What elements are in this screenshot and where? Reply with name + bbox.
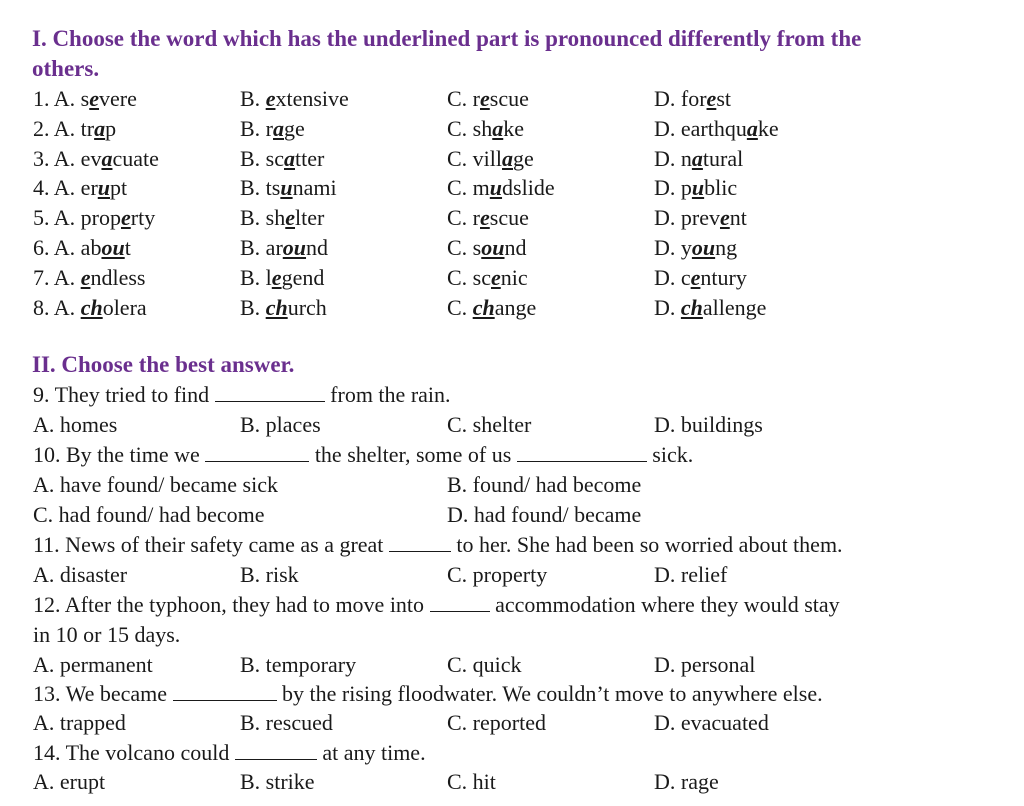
underlined-part: ou [691, 235, 716, 260]
option-text-after: ndless [90, 264, 146, 290]
underlined-part: e [271, 264, 282, 290]
question-13 [0, 679, 1024, 709]
option-text-after: nic [500, 264, 528, 290]
option-d[interactable]: D. rage [654, 769, 719, 794]
option-text-before: C. m [447, 175, 490, 201]
option-d[interactable]: D. had found/ became [447, 502, 642, 527]
option-text-before: D. p [654, 175, 692, 201]
option-text-before: 1. A. s [33, 86, 90, 111]
option-text-before: C. vill [447, 145, 503, 171]
option-c[interactable]: C. hit [447, 769, 496, 794]
question-14-text-b: at any time. [316, 740, 426, 765]
option-text-after: ke [503, 115, 525, 141]
option-d[interactable] [654, 173, 737, 203]
option-text-after: tter [295, 145, 325, 171]
option-text-before: C. sh [447, 115, 493, 141]
underlined-part: e [265, 86, 276, 111]
pronunciation-row [0, 84, 1024, 114]
option-a[interactable] [33, 144, 159, 174]
option-b[interactable]: B. temporary [240, 652, 357, 677]
option-text-before: C. [447, 294, 473, 320]
section-1-title-line-2: others. [32, 56, 100, 81]
option-a[interactable] [33, 173, 127, 203]
question-10-text-c: sick. [646, 442, 694, 467]
option-a[interactable]: A. disaster [33, 562, 128, 587]
option-text-after: allenge [702, 294, 767, 320]
question-12-line-2 [0, 620, 1024, 650]
option-text-after: nd [504, 235, 527, 260]
underlined-part: u [280, 175, 293, 201]
question-13-options [0, 708, 1024, 738]
option-text-after: ange [494, 294, 537, 320]
option-a[interactable] [33, 84, 137, 114]
option-c[interactable] [447, 173, 555, 203]
option-c[interactable] [447, 233, 527, 263]
option-text-before: D. for [654, 86, 707, 111]
underlined-part: a [94, 115, 106, 141]
option-text-after: blic [704, 175, 738, 201]
option-a[interactable] [33, 203, 155, 233]
option-text-before: 3. A. ev [33, 145, 102, 171]
question-10-text-a: 10. By the time we [33, 442, 206, 467]
underlined-part: e [285, 205, 296, 231]
underlined-part: a [502, 145, 514, 171]
option-a[interactable]: A. erupt [33, 769, 106, 794]
option-b[interactable] [240, 173, 337, 203]
option-d[interactable] [654, 114, 779, 144]
question-14-text-a: 14. The volcano could [33, 740, 235, 765]
option-text-after: st [716, 86, 731, 111]
option-text-after: pt [110, 175, 128, 201]
underlined-part: ou [481, 235, 505, 260]
option-text-after: vere [99, 86, 137, 111]
option-text-after: p [105, 115, 117, 141]
option-c[interactable]: C. quick [447, 652, 522, 677]
option-b[interactable] [240, 84, 349, 114]
underlined-part: a [101, 145, 113, 171]
pronunciation-row [0, 203, 1024, 233]
option-text-before: D. y [654, 235, 692, 260]
option-d[interactable] [654, 293, 766, 323]
option-text-after: nt [729, 205, 747, 231]
option-a[interactable] [33, 293, 147, 323]
section-1-title-line-1: I. Choose the word which has the underlined part is pronounced differently from the [32, 26, 862, 51]
question-13-text-b: by the rising floodwater. We couldn’t move to anywhere else. [276, 681, 823, 706]
option-text-before: 5. A. prop [33, 205, 121, 231]
underlined-part: a [273, 115, 284, 141]
question-10 [0, 440, 1024, 470]
option-b[interactable]: B. found/ had become [447, 472, 642, 497]
underlined-part: e [80, 264, 91, 290]
underlined-part: ou [101, 235, 125, 260]
underlined-part: e [121, 205, 131, 231]
option-text-after: ge [284, 115, 305, 141]
section-2-title: II. Choose the best answer. [32, 352, 295, 377]
underlined-part: e [480, 205, 490, 231]
option-text-after: lter [295, 205, 325, 231]
option-c[interactable] [447, 144, 534, 174]
option-text-before: B. l [240, 264, 272, 290]
question-9-options [0, 410, 1024, 440]
option-text-before: C. r [447, 86, 480, 111]
option-a[interactable] [33, 114, 116, 144]
option-c[interactable] [447, 84, 529, 114]
answer-blank[interactable] [205, 443, 309, 462]
underlined-part: ch [80, 294, 103, 320]
underlined-part: e [719, 205, 730, 231]
question-13-text-a: 13. We became [33, 681, 173, 706]
option-b[interactable]: B. rescued [240, 710, 333, 735]
option-text-after: gend [281, 264, 325, 290]
option-c[interactable]: C. property [447, 562, 548, 587]
option-text-after: scue [489, 86, 529, 111]
question-14-options [0, 767, 1024, 797]
option-b[interactable] [240, 263, 324, 293]
underlined-part: a [492, 115, 504, 141]
option-text-before: 7. A. [33, 264, 81, 290]
answer-blank[interactable] [430, 593, 490, 612]
question-10-options-row-2 [0, 500, 1024, 530]
question-12-text-a: 12. After the typhoon, they had to move into [33, 592, 430, 617]
option-text-before: B. sh [240, 205, 286, 231]
option-text-before: B. r [240, 115, 273, 141]
option-d[interactable]: D. relief [654, 562, 728, 587]
underlined-part: e [706, 86, 717, 111]
pronunciation-row [0, 173, 1024, 203]
question-11-text-b: to her. She had been so worried about them. [450, 532, 843, 557]
option-text-before: 8. A. [33, 294, 81, 320]
option-text-before: D. prev [654, 205, 720, 231]
option-c[interactable]: C. had found/ had become [33, 502, 265, 527]
underlined-part: a [746, 115, 758, 141]
underlined-part: e [480, 86, 490, 111]
pronunciation-row [0, 233, 1024, 263]
underlined-part: ou [282, 235, 307, 260]
option-b[interactable]: B. strike [240, 769, 315, 794]
answer-blank[interactable] [389, 533, 451, 552]
option-text-after: cuate [112, 145, 159, 171]
answer-blank[interactable] [173, 682, 277, 701]
option-text-after: urch [287, 294, 327, 320]
option-text-after: ng [715, 235, 738, 260]
option-text-before: 4. A. er [33, 175, 98, 201]
question-11 [0, 530, 1024, 560]
option-text-before: B. [240, 294, 266, 320]
underlined-part: e [690, 264, 701, 290]
option-d[interactable] [654, 203, 747, 233]
question-12 [0, 590, 1024, 620]
option-d[interactable]: D. personal [654, 652, 756, 677]
option-c[interactable] [447, 263, 528, 293]
question-9-text-a: 9. They tried to find [33, 382, 215, 407]
underlined-part: ch [265, 294, 288, 320]
option-d[interactable] [654, 144, 743, 174]
answer-blank[interactable] [517, 443, 647, 462]
option-b[interactable]: B. places [240, 412, 321, 437]
option-text-before: 6. A. ab [33, 235, 102, 260]
underlined-part: a [691, 145, 703, 171]
question-12-options [0, 650, 1024, 680]
underlined-part: e [89, 86, 100, 111]
option-text-after: xtensive [275, 86, 349, 111]
question-11-options [0, 560, 1024, 590]
option-c[interactable] [447, 203, 529, 233]
underlined-part: ch [680, 294, 703, 320]
option-c[interactable] [447, 293, 536, 323]
option-text-before: C. sc [447, 264, 491, 290]
option-text-after: olera [102, 294, 147, 320]
answer-blank[interactable] [235, 741, 317, 760]
option-d[interactable] [654, 263, 747, 293]
option-a[interactable]: A. have found/ became sick [33, 472, 278, 497]
option-text-before: C. r [447, 205, 480, 231]
option-b[interactable] [240, 144, 324, 174]
underlined-part: u [489, 175, 503, 201]
pronunciation-row [0, 293, 1024, 323]
option-text-before: D. earthqu [654, 115, 747, 141]
option-text-before: D. n [654, 145, 692, 171]
option-text-after: nami [292, 175, 337, 201]
option-text-after: ge [513, 145, 534, 171]
option-text-after: t [124, 235, 131, 260]
option-b[interactable] [240, 114, 305, 144]
option-text-before: C. s [447, 235, 482, 260]
question-9-text-b: from the rain. [324, 382, 451, 407]
option-text-after: scue [489, 205, 529, 231]
option-text-before: B. [240, 86, 266, 111]
option-text-after: nd [306, 235, 329, 260]
option-a[interactable] [33, 263, 145, 293]
pronunciation-row [0, 114, 1024, 144]
pronunciation-row [0, 144, 1024, 174]
option-text-before: B. ar [240, 235, 283, 260]
option-b[interactable] [240, 293, 327, 323]
option-c[interactable] [447, 114, 524, 144]
option-text-after: rty [130, 205, 156, 231]
option-text-after: tural [702, 145, 744, 171]
option-text-before: D. [654, 294, 681, 320]
answer-blank[interactable] [215, 383, 325, 402]
option-text-after: ntury [700, 264, 747, 290]
option-a[interactable]: A. trapped [33, 710, 126, 735]
option-b[interactable]: B. risk [240, 562, 299, 587]
option-text-after: ke [757, 115, 779, 141]
question-14 [0, 738, 1024, 768]
question-12-text-line-2: in 10 or 15 days. [33, 622, 181, 647]
option-d[interactable]: D. buildings [654, 412, 763, 437]
option-text-before: D. c [654, 264, 691, 290]
option-a[interactable]: A. homes [33, 412, 118, 437]
underlined-part: e [491, 264, 501, 290]
option-a[interactable] [33, 233, 131, 263]
option-d[interactable]: D. evacuated [654, 710, 769, 735]
option-d[interactable] [654, 233, 737, 263]
option-b[interactable] [240, 203, 324, 233]
underlined-part: ch [472, 294, 495, 320]
question-12-text-b: accommodation where they would stay [489, 592, 840, 617]
option-text-before: B. ts [240, 175, 281, 201]
option-c[interactable]: C. shelter [447, 412, 532, 437]
option-c[interactable]: C. reported [447, 710, 546, 735]
question-10-options-row-1 [0, 470, 1024, 500]
underlined-part: u [691, 175, 705, 201]
underlined-part: u [97, 175, 111, 201]
option-d[interactable] [654, 84, 731, 114]
question-10-text-b: the shelter, some of us [309, 442, 517, 467]
pronunciation-row [0, 263, 1024, 293]
question-11-text-a: 11. News of their safety came as a great [33, 532, 389, 557]
option-text-before: 2. A. tr [33, 115, 95, 141]
option-b[interactable] [240, 233, 328, 263]
underlined-part: a [284, 145, 295, 171]
question-9 [0, 380, 1024, 410]
option-a[interactable]: A. permanent [33, 652, 153, 677]
option-text-after: dslide [502, 175, 555, 201]
option-text-before: B. sc [240, 145, 284, 171]
